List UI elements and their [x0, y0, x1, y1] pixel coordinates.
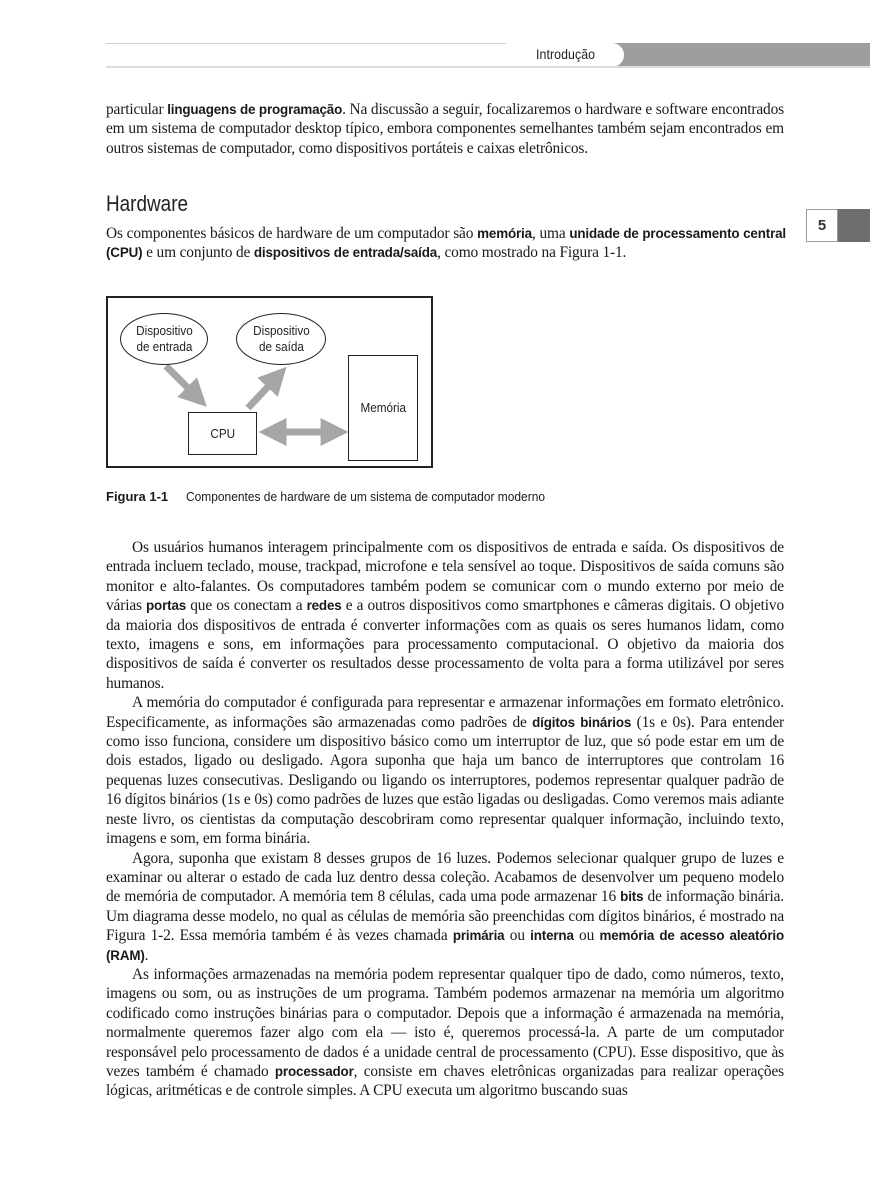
- text-span: .: [144, 946, 149, 964]
- figure-1-1: [106, 296, 433, 468]
- paragraph-memory-model: [106, 849, 784, 965]
- term-linguagens: linguagens de programação: [167, 102, 343, 117]
- input-device-label-2: de entrada: [136, 339, 192, 354]
- intro-text-2: . Na discussão a seguir, focalizaremos o hardware e software encontrados em um sistema de computador desktop típico, embora componentes semelhantes também sejam encontrados em outros sistemas de computador, como dispositivos portáteis e caixas eletrônicos.: [106, 101, 784, 157]
- figure-caption: [106, 489, 576, 504]
- text-span: (1s e 0s). Para entender como isso funciona, considere um dispositivo básico como um interruptor de luz, que só pode estar em um de dois estados, ligado ou desligado. Agora suponha que haja um banco de interruptores que controlam 16 pequenas luzes consecutivas. Desligando ou ligando os interruptores, podemos representar qualquer padrão de 16 dígitos binários (1s e 0s) como padrões de luzes que estão ligadas ou desligadas. Como veremos mais adiante neste livro, os cientistas da computação descobriram como representar qualquer informação, incluindo texto, imagens e som, em forma binária.: [106, 713, 785, 848]
- running-header: [106, 43, 870, 67]
- page-number-tab: [806, 209, 870, 242]
- arrow-input-to-cpu: [166, 366, 198, 398]
- term-processador: processador: [274, 1063, 354, 1079]
- text-span: , como mostrado na Figura 1-1.: [437, 244, 627, 262]
- arrow-cpu-to-output: [248, 376, 278, 408]
- cpu-node: [188, 412, 257, 455]
- term-bits: bits: [620, 889, 644, 905]
- section-heading: Hardware: [106, 191, 189, 216]
- figure-caption-label: Figura 1-1: [106, 489, 169, 504]
- term-memoria: memória: [477, 226, 532, 241]
- term-redes: redes: [306, 598, 342, 614]
- text-span: ou: [504, 927, 531, 945]
- memory-label: Memória: [360, 400, 406, 415]
- paragraph-cpu: [106, 965, 784, 1101]
- intro-paragraph: [106, 100, 784, 158]
- cpu-label: CPU: [210, 425, 235, 441]
- page-number: 5: [806, 209, 838, 242]
- input-device-node: [120, 313, 208, 365]
- text-span: As informações armazenadas na memória podem representar qualquer tipo de dado, como números, texto, imagens ou som, ou as instruções de um programa. Também podemos armazenar na memória um algoritmo codificado como instruções binárias para o computador. Depois que a informação é armazenada na memória, normalmente queremos fazer algo com ela — isto é, queremos processá-la. A parte de um computador responsável pelo processamento de dados é a unidade central de processamento (CPU). Esse dispositivo, que às vezes também é chamado: [106, 965, 784, 1080]
- text-span: Os componentes básicos de hardware de um computador são: [106, 225, 478, 242]
- header-gray-band: [614, 43, 870, 67]
- text-span: de informação binária. Um diagrama desse modelo, no qual as células de memória são preenchidas com dígitos binários, é mostrado na Figura 1-2. Essa memória também é às vezes chamada: [106, 888, 784, 945]
- text-span: que os conectam a: [186, 597, 307, 615]
- text-span: ou: [573, 927, 600, 945]
- body-text: [106, 538, 784, 1101]
- paragraph-memory: [106, 693, 784, 848]
- text-span: e um conjunto de: [142, 244, 254, 262]
- text-span: A memória do computador é configurada para representar e armazenar informações em formato eletrônico. Especificamente, as informações são armazenadas como padrões de: [106, 694, 784, 731]
- output-device-label-1: Dispositivo: [252, 323, 310, 338]
- chapter-title: Introdução: [536, 46, 596, 62]
- term-interna: interna: [530, 928, 574, 944]
- term-digitos-binarios: dígitos binários: [532, 714, 632, 730]
- term-io-devices: dispositivos de entrada/saída: [253, 245, 438, 261]
- intro-text-1: particular: [106, 101, 168, 118]
- output-device-label-2: de saída: [258, 339, 304, 354]
- text-span: e a outros dispositivos como smartphones e câmeras digitais. O objetivo da maioria dos dispositivos de entrada é converter informações com as quais os seres humanos lidam, como texto, imagens e sons, em informações para processamento computacional. O objetivo da maioria dos dispositivos de saída é converter os resultados desse processamento de volta para a forma utilizável por seres humanos.: [106, 597, 784, 692]
- input-device-label-1: Dispositivo: [135, 323, 193, 338]
- term-cpu: unidade de processamento central (CPU): [106, 226, 786, 261]
- header-rule-bottom: [106, 66, 870, 68]
- figure-caption-text: Componentes de hardware de um sistema de computador moderno: [186, 489, 546, 504]
- memory-node: [348, 355, 418, 461]
- text-span: , consiste em chaves eletrônicas organizadas para realizar operações lógicas, aritméticas e de controle simples. A CPU executa um algoritmo buscando suas: [106, 1062, 784, 1100]
- text-span: Agora, suponha que existam 8 desses grupos de 16 luzes. Podemos selecionar qualquer grupo de luzes e examinar ou alterar o estado de cada luz dentro dessa coleção. Acabamos de desenvolver um pequeno modelo de memória de computador. A memória tem 8 células, cada uma pode armazenar 16: [106, 849, 784, 906]
- page-tab-gray-block: [838, 209, 870, 242]
- text-span: Os usuários humanos interagem principalmente com os dispositivos de entrada e saída. Os dispositivos de entrada incluem teclado, mouse, trackpad, microfone e tela sensível ao toque. Dispositivos de saída comuns são monitor e alto-falantes. Os computadores também podem se comunicar com o mundo externo por meio de várias: [106, 539, 784, 615]
- paragraph-io-devices: [106, 538, 784, 693]
- text-span: , uma: [531, 225, 570, 242]
- term-portas: portas: [146, 598, 187, 614]
- hardware-paragraph: [106, 224, 786, 263]
- term-ram: memória de acesso aleatório (RAM): [106, 928, 784, 963]
- output-device-node: [236, 313, 326, 365]
- term-primaria: primária: [452, 928, 505, 944]
